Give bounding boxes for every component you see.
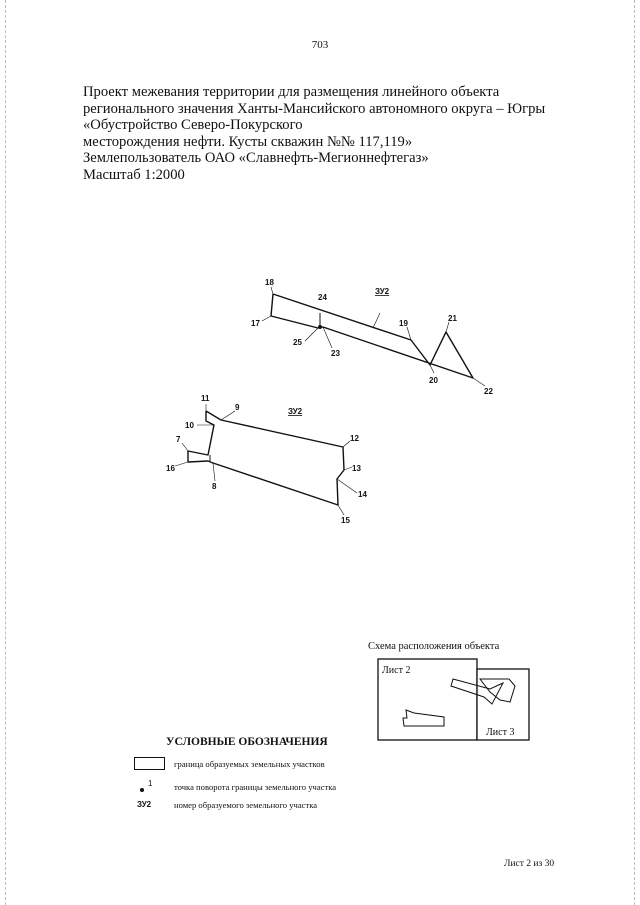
point-label: 25 (293, 338, 302, 347)
sheet-footer: Лист 2 из 30 (504, 859, 555, 869)
point-label: 10 (185, 421, 194, 430)
point-label: 14 (358, 490, 367, 499)
point-label: 23 (331, 349, 340, 358)
point-label: 16 (166, 464, 175, 473)
scheme-title: Схема расположения объекта (368, 641, 500, 652)
point-label: 9 (235, 403, 240, 412)
parcel-number-label: ЗУ2 (288, 407, 303, 416)
legend-point-sample: 1 (148, 779, 153, 788)
turning-point-marker (318, 325, 322, 329)
legend-point-text: точка поворота границы земельного участка (174, 782, 337, 792)
scheme-sheet2-label: Лист 2 (382, 665, 411, 676)
legend-number-sample: ЗУ2 (137, 800, 152, 809)
point-label: 8 (212, 482, 217, 491)
header-line: Землепользователь ОАО «Славнефть-Мегионнефтегаз» (83, 150, 429, 167)
upper-parcel (271, 294, 473, 378)
page-number: 703 (311, 39, 329, 51)
legend-number-text: номер образуемого земельного участка (174, 800, 318, 810)
point-label: 22 (484, 387, 493, 396)
header-line: Проект межевания территории для размещения линейного объекта (83, 84, 500, 100)
point-label: 11 (201, 394, 210, 403)
header-line: «Обустройство Северо-Покурского (83, 117, 303, 134)
point-label: 19 (399, 319, 408, 328)
location-scheme (378, 659, 529, 740)
point-label: 17 (251, 319, 260, 328)
legend-boundary-text: граница образуемых земельных участков (174, 759, 325, 769)
legend-boundary-swatch (134, 757, 165, 770)
lower-parcel-leaders (175, 404, 357, 515)
header-line: регионального значения Ханты-Мансийского автономного округа – Югры (83, 100, 546, 117)
point-label: 12 (350, 434, 359, 443)
upper-parcel-boundary (271, 294, 473, 378)
legend-title: УСЛОВНЫЕ ОБОЗНАЧЕНИЯ (166, 736, 328, 748)
point-label: 15 (341, 516, 350, 525)
upper-parcel-point-labels (251, 278, 493, 396)
point-label: 20 (429, 376, 438, 385)
legend-point-swatch (140, 788, 144, 792)
point-label: 7 (176, 435, 181, 444)
header-line: Масштаб 1:2000 (83, 166, 185, 183)
scheme-sheet3-label: Лист 3 (486, 727, 515, 738)
point-label: 13 (352, 464, 361, 473)
point-label: 21 (448, 314, 457, 323)
point-label: 18 (265, 278, 274, 287)
point-label: 24 (318, 293, 327, 302)
upper-parcel-inner-line (430, 332, 446, 365)
header-line: месторождения нефти. Кусты скважин №№ 117,119» (83, 133, 413, 150)
parcel-number-label: ЗУ2 (375, 287, 390, 296)
